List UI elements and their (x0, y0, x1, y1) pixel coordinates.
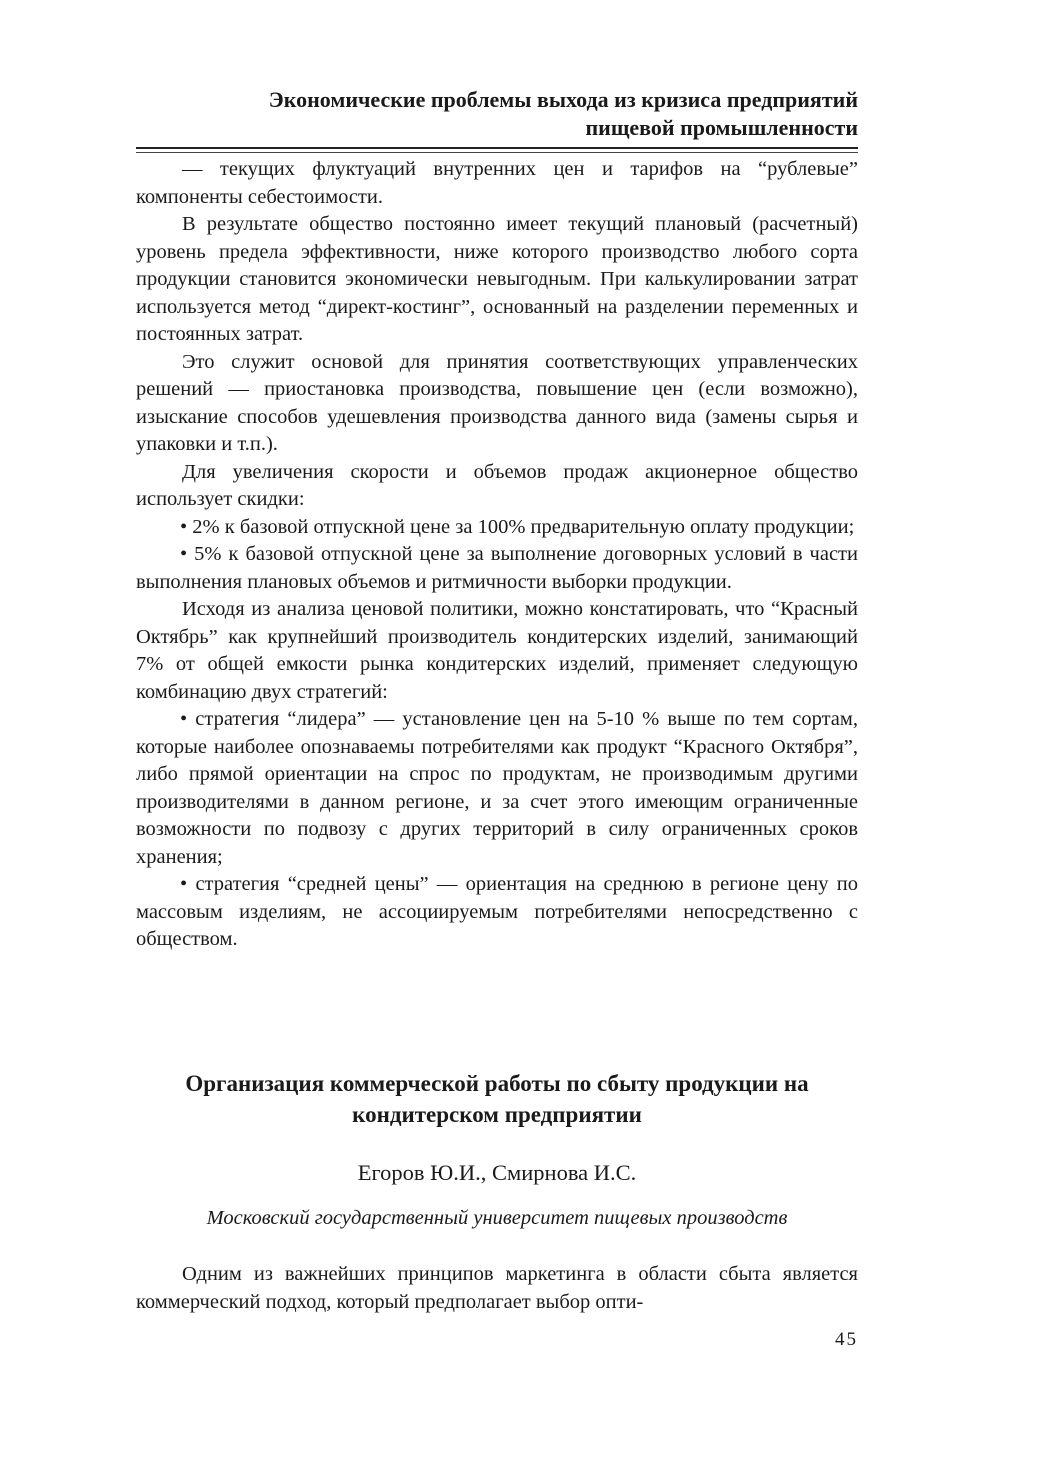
paragraph: — текущих флуктуаций внутренних цен и тарифов на “рублевые” компоненты себестоимости. (136, 158, 858, 208)
running-header-line-1: Экономические проблемы выхода из кризиса предприятий (268, 87, 858, 112)
article-title-line-1: Организация коммерческой работы по сбыту продукции на (185, 1071, 809, 1096)
bullet-item: • стратегия “средней цены” — ориентация на среднюю в регионе цену по массовым изделиям, не ассоциируемым потребителями непосредственно с обществом. (136, 873, 858, 950)
page-number: 45 (835, 1329, 858, 1350)
article-affiliation: Московский государственный университет пищевых производств (206, 1207, 788, 1229)
header-rule-thin (136, 152, 858, 153)
paragraph: Одним из важнейших принципов маркетинга в области сбыта является коммерческий подход, который предполагает выбор опти- (136, 1263, 858, 1313)
running-header (136, 86, 858, 142)
bullet-item: • 2% к базовой отпускной цене за 100% предварительную оплату продукции; (180, 515, 855, 538)
running-header-line-2: пищевой промышленности (585, 115, 858, 140)
header-rule (136, 147, 858, 149)
article-authors: Егоров Ю.И., Смирнова И.С. (357, 1160, 637, 1185)
article-body (136, 1261, 858, 1316)
article-title-line-2: кондитерском предприятии (352, 1102, 642, 1127)
paragraph: Это служит основой для принятия соответствующих управленческих решений — приостановка производства, повышение цен (если возможно), изыскание способов удешевления производства данного вида (замены сырья и упаковки и т.п.). (136, 350, 858, 455)
article-title (136, 1068, 858, 1130)
paragraph: В результате общество постоянно имеет текущий плановый (расчетный) уровень предела эффективности, ниже которого производство любого сорта продукции становится экономически невыгодным. При калькулировании затрат используется метод “директ-костинг”, основанный на разделении переменных и постоянных затрат. (136, 213, 858, 345)
body-text (136, 156, 858, 954)
paragraph: Для увеличения скорости и объемов продаж акционерное общество использует скидки: (136, 460, 858, 510)
bullet-item: • 5% к базовой отпускной цене за выполнение договорных условий в части выполнения плановых объемов и ритмичности выборки продукции. (136, 543, 858, 593)
bullet-item: • стратегия “лидера” — установление цен на 5-10 % выше по тем сортам, которые наиболее опознаваемы потребителями как продукт “Красного Октября”, либо прямой ориентации на спрос по продуктам, не производимым другими производителями в данном регионе, и за счет этого имеющим ограниченные возможности по подвозу с других территорий в силу ограниченных сроков хранения; (136, 708, 858, 868)
paragraph: Исходя из анализа ценовой политики, можно констатировать, что “Красный Октябрь” как крупнейший производитель кондитерских изделий, занимающий 7% от общей емкости рынка кондитерских изделий, применяет следующую комбинацию двух стратегий: (136, 598, 858, 703)
